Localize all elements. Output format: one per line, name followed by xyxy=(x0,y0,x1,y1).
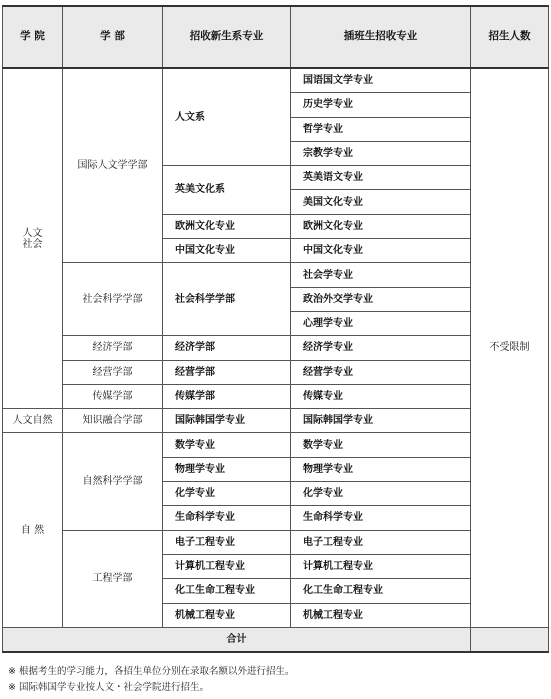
table-row xyxy=(3,409,549,433)
transfer-major: 生命科学专业 xyxy=(291,506,471,530)
note-line: ※ 根据考生的学习能力，各招生单位分别在录取名额以外进行招生。 xyxy=(8,666,295,677)
department-intl-humanities: 国际人文学学部 xyxy=(63,68,163,263)
transfer-major: 物理学专业 xyxy=(291,457,471,481)
total-row xyxy=(3,627,549,652)
freshman-major: 数学专业 xyxy=(163,433,291,457)
table-row xyxy=(3,263,549,287)
freshman-major: 欧洲文化专业 xyxy=(163,214,291,238)
freshman-major: 中国文化专业 xyxy=(163,239,291,263)
freshman-major: 生命科学专业 xyxy=(163,506,291,530)
freshman-major: 人文系 xyxy=(163,68,291,166)
transfer-major: 哲学专业 xyxy=(291,117,471,141)
transfer-major: 政治外交学专业 xyxy=(291,287,471,311)
freshman-major: 电子工程专业 xyxy=(163,530,291,554)
college-nature: 自 然 xyxy=(3,433,63,627)
department-economics: 经济学部 xyxy=(63,336,163,360)
header-row xyxy=(3,6,549,68)
transfer-major: 宗教学专业 xyxy=(291,141,471,165)
quota-value: 不受限制 xyxy=(471,68,549,627)
header-quota: 招生人数 xyxy=(471,6,549,68)
header-college: 学 院 xyxy=(3,6,63,68)
department-social-science: 社会科学学部 xyxy=(63,263,163,336)
total-label: 合计 xyxy=(3,627,471,652)
table-row xyxy=(3,360,549,384)
header-freshman-major: 招收新生系专业 xyxy=(163,6,291,68)
department-management: 经营学部 xyxy=(63,360,163,384)
table-row xyxy=(3,336,549,360)
transfer-major: 经营学专业 xyxy=(291,360,471,384)
freshman-major: 机械工程专业 xyxy=(163,603,291,627)
transfer-major: 经济学专业 xyxy=(291,336,471,360)
transfer-major: 机械工程专业 xyxy=(291,603,471,627)
transfer-major: 数学专业 xyxy=(291,433,471,457)
transfer-major: 中国文化专业 xyxy=(291,239,471,263)
freshman-major: 经济学部 xyxy=(163,336,291,360)
transfer-major: 历史学专业 xyxy=(291,93,471,117)
transfer-major: 化工生命工程专业 xyxy=(291,579,471,603)
note-line: ※ 国际韩国学专业按人文・社会学院进行招生。 xyxy=(8,682,209,693)
freshman-major: 社会科学学部 xyxy=(163,263,291,336)
header-department: 学 部 xyxy=(63,6,163,68)
department-knowledge-fusion: 知识融合学部 xyxy=(63,409,163,433)
department-engineering: 工程学部 xyxy=(63,530,163,627)
transfer-major: 心理学专业 xyxy=(291,311,471,335)
freshman-major: 英美文化系 xyxy=(163,166,291,215)
freshman-major: 经营学部 xyxy=(163,360,291,384)
header-transfer-major: 插班生招收专业 xyxy=(291,6,471,68)
notes xyxy=(8,664,294,696)
table-row xyxy=(3,530,549,554)
freshman-major: 化工生命工程专业 xyxy=(163,579,291,603)
transfer-major: 英美语文专业 xyxy=(291,166,471,190)
freshman-major: 传媒学部 xyxy=(163,384,291,408)
freshman-major: 计算机工程专业 xyxy=(163,554,291,578)
table-row xyxy=(3,433,549,457)
college-humanities-nature: 人文自然 xyxy=(3,409,63,433)
transfer-major: 欧洲文化专业 xyxy=(291,214,471,238)
total-value xyxy=(471,627,549,652)
department-natural-science: 自然科学学部 xyxy=(63,433,163,530)
transfer-major: 社会学专业 xyxy=(291,263,471,287)
transfer-major: 美国文化专业 xyxy=(291,190,471,214)
college-humanities-social: 人文 社会 xyxy=(3,68,63,409)
transfer-major: 计算机工程专业 xyxy=(291,554,471,578)
table-row xyxy=(3,68,549,93)
transfer-major: 国语国文学专业 xyxy=(291,68,471,93)
table-row xyxy=(3,384,549,408)
freshman-major: 物理学专业 xyxy=(163,457,291,481)
freshman-major: 国际韩国学专业 xyxy=(163,409,291,433)
transfer-major: 电子工程专业 xyxy=(291,530,471,554)
transfer-major: 传媒专业 xyxy=(291,384,471,408)
department-media: 传媒学部 xyxy=(63,384,163,408)
transfer-major: 国际韩国学专业 xyxy=(291,409,471,433)
admission-table xyxy=(2,5,549,653)
transfer-major: 化学专业 xyxy=(291,482,471,506)
freshman-major: 化学专业 xyxy=(163,482,291,506)
